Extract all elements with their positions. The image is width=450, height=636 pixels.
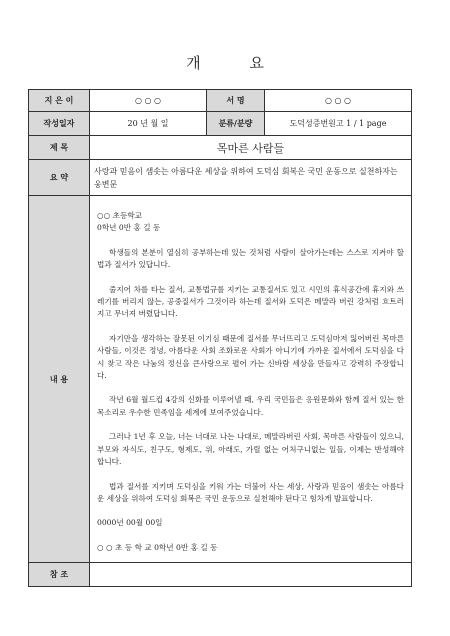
- subject-value: 목마른 사람들: [90, 136, 412, 160]
- sign-label: 서 명: [207, 90, 265, 112]
- content-row: [29, 196, 412, 563]
- summary-label: 요 약: [29, 160, 90, 196]
- date-label: 작성일자: [29, 112, 90, 136]
- summary-row: [29, 160, 412, 196]
- summary-form: [28, 89, 412, 587]
- subject-label: 제 목: [29, 136, 90, 160]
- summary-value: 사랑과 믿음이 샘솟는 아름다운 세상을 위하여 도덕심 회복은 국민 운동으로 실천하자는 웅변문: [90, 160, 412, 196]
- date-row: [29, 112, 412, 136]
- paragraph-6: 법과 질서를 지키며 도덕심을 키워 가는 더불어 사는 세상, 사랑과 믿음이 샘솟는 아름다운 세상을 위하여 도덕심 회복은 국민 운동으로 실천해야 된다고 힘차게 발표합니다.: [97, 481, 404, 503]
- author-value: ○ ○ ○: [90, 90, 207, 112]
- sign-line: ○ ○ 초 등 학 교 0학년 0반 홍 길 동: [97, 542, 218, 552]
- reference-row: [29, 563, 412, 587]
- student-line: 0학년 0반 홍 길 동: [97, 223, 161, 233]
- category-value: 도덕성증번원고 1 / 1 page: [265, 112, 412, 136]
- content-label: 내 용: [29, 196, 90, 563]
- category-label: 분류/분량: [207, 112, 265, 136]
- sign-value: ○ ○ ○: [265, 90, 412, 112]
- author-label: 지 은 이: [29, 90, 90, 112]
- paragraph-1: 학생들의 본분이 열심히 공부하는데 있는 것처럼 사람이 살아가는데는 스스로 지켜야 할 법과 질서가 있답니다.: [97, 247, 404, 270]
- reference-value: [90, 563, 412, 587]
- paragraph-3: 자기만을 생각하는 잘못된 이기심 때문에 질서를 무너뜨리고 도덕심마저 잃어버린 목마른 사람들, 이것은 정녕, 아름다운 사회 조화로운 사회가 아니기에 가까운 질서에서 도덕심을 다시 찾고 작은 나눔의 정신을 큰사랑으로 펼어 가는 신바람 세상을 만들자고 강력히 주장합니다.: [97, 333, 404, 381]
- paragraph-2: 줄지어 차를 타는 질서, 교통법규를 지키는 교통질서도 있고 시민의 휴식공간에 휴지와 쓰레기를 버리지 않는, 공중질서가 그것이라 하는데 질서와 도덕은 메말라 버린 강처럼 흐트러지고 무너져 버렸답니다.: [97, 284, 404, 319]
- paragraph-4: 작년 6월 월드컵 4강의 신화를 이루어낼 때, 우리 국민들은 응원문화와 함께 질서 있는 한 목소리로 우수한 민족임을 세계에 보여주었습니다.: [97, 395, 404, 417]
- content-body: [90, 196, 412, 563]
- author-row: [29, 90, 412, 112]
- paragraph-5: 그러나 1년 후 오늘, 너는 너대로 나는 나대로, 메말라버린 사회, 목마른 사람들이 있으니, 부모와 자식도, 친구도, 형제도, 위, 아래도, 가릴 없는 어처구니없는 일들, 이제는 반성해야 합니다.: [97, 432, 404, 467]
- date-line: 0000년 00월 00일: [97, 518, 163, 528]
- reference-label: 참 조: [29, 563, 90, 587]
- subject-row: [29, 136, 412, 160]
- school-line: ○○ 초등학교: [97, 211, 143, 220]
- date-value: 20 년 월 일: [90, 112, 207, 136]
- document-title: 개 요: [186, 54, 286, 72]
